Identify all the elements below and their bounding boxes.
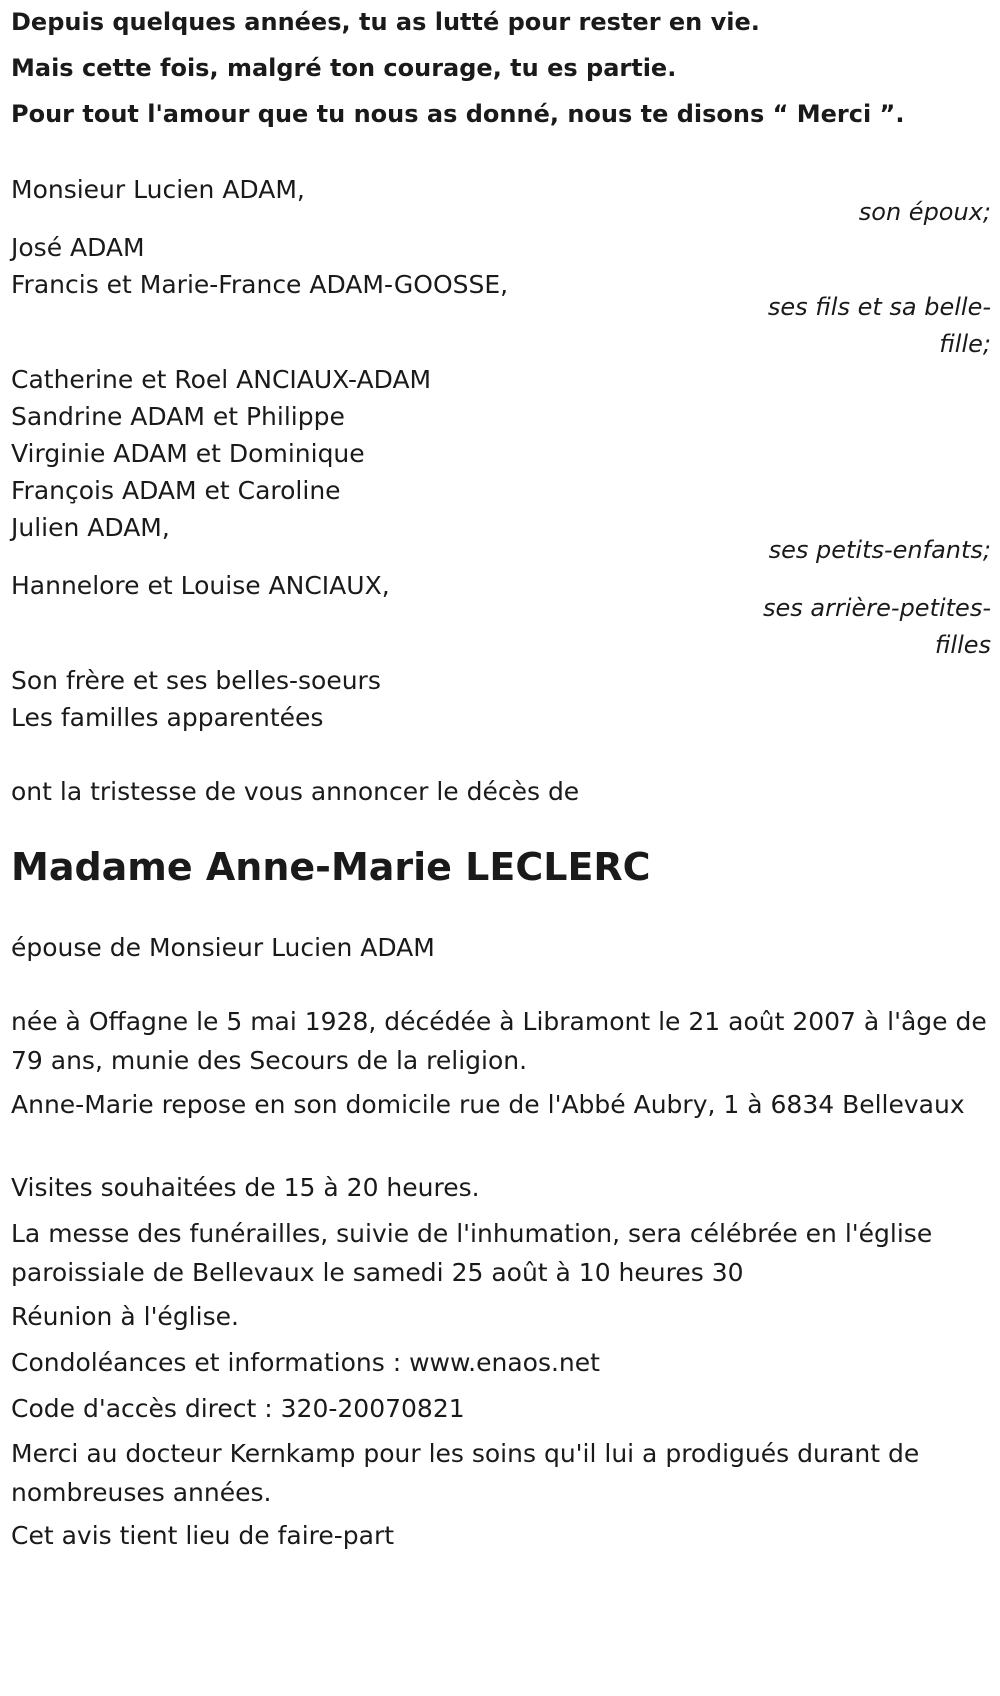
grandchild-name: Catherine et Roel ANCIAUX-ADAM bbox=[11, 365, 432, 394]
condolences-info: Condoléances et informations : www.enaos.net bbox=[11, 1348, 600, 1377]
announcement: ont la tristesse de vous annoncer le décès de bbox=[11, 777, 580, 806]
visiting-hours: Visites souhaitées de 15 à 20 heures. bbox=[11, 1173, 480, 1202]
grandchild-name: François ADAM et Caroline bbox=[11, 476, 341, 505]
intro-line-3: Pour tout l'amour que tu nous as donné, nous te disons “ Merci ”. bbox=[11, 100, 905, 128]
resting-place: Anne-Marie repose en son domicile rue de l'Abbé Aubry, 1 à 6834 Bellevaux bbox=[11, 1090, 965, 1119]
son-name: Francis et Marie-France ADAM-GOOSSE, bbox=[11, 270, 509, 299]
spouse-of: épouse de Monsieur Lucien ADAM bbox=[11, 933, 435, 962]
other-family: Son frère et ses belles-soeurs bbox=[11, 666, 381, 695]
spouse-relation: son époux; bbox=[858, 198, 991, 226]
access-code: Code d'accès direct : 320-20070821 bbox=[11, 1394, 465, 1423]
meeting-point: Réunion à l'église. bbox=[11, 1302, 239, 1331]
grandchild-name: Julien ADAM, bbox=[11, 513, 170, 542]
notice-statement: Cet avis tient lieu de faire-part bbox=[11, 1521, 395, 1550]
deceased-name: Madame Anne-Marie LECLERC bbox=[11, 845, 651, 889]
sons-relation-line-2: fille; bbox=[939, 330, 991, 358]
sons-relation-line-1: ses fils et sa belle- bbox=[767, 293, 991, 321]
great-grandchildren-relation-line-2: filles bbox=[934, 631, 991, 659]
intro-line-1: Depuis quelques années, tu as lutté pour rester en vie. bbox=[11, 8, 760, 36]
spouse-name: Monsieur Lucien ADAM, bbox=[11, 175, 305, 204]
other-family: Les familles apparentées bbox=[11, 703, 324, 732]
grandchildren-relation: ses petits-enfants; bbox=[768, 536, 991, 564]
intro-line-2: Mais cette fois, malgré ton courage, tu es partie. bbox=[11, 54, 677, 82]
son-name: José ADAM bbox=[11, 233, 145, 262]
great-grandchildren-relation-line-1: ses arrière-petites- bbox=[763, 594, 991, 622]
grandchild-name: Virginie ADAM et Dominique bbox=[11, 439, 365, 468]
birth-death-details: née à Offagne le 5 mai 1928, décédée à Libramont le 21 août 2007 à l'âge de 79 ans, munie des Secours de la religion. bbox=[11, 1007, 987, 1075]
funeral-mass: La messe des funérailles, suivie de l'inhumation, sera célébrée en l'église paroissiale de Bellevaux le samedi 25 août à 10 heures 30 bbox=[11, 1219, 933, 1287]
grandchild-name: Sandrine ADAM et Philippe bbox=[11, 402, 345, 431]
great-grandchild-name: Hannelore et Louise ANCIAUX, bbox=[11, 571, 390, 600]
thanks-note: Merci au docteur Kernkamp pour les soins qu'il lui a prodigués durant de nombreuses années. bbox=[11, 1439, 920, 1507]
